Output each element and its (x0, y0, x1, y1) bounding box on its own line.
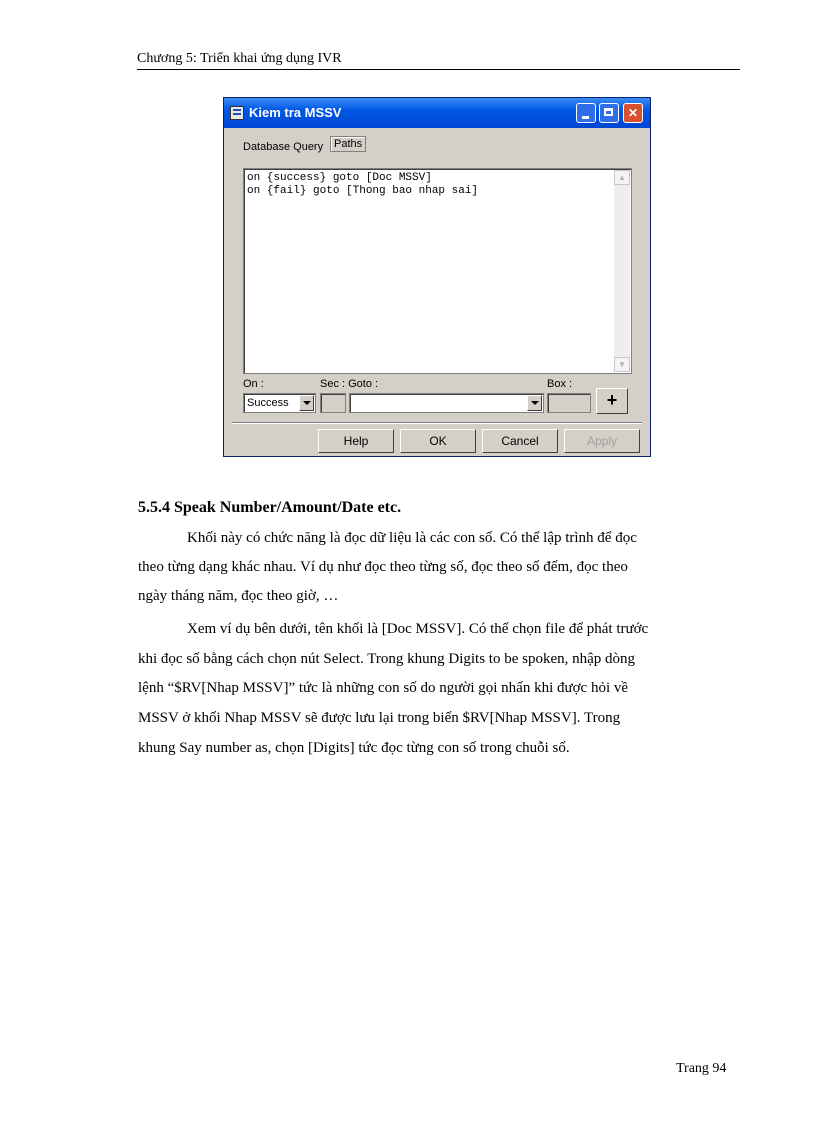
paragraph-line: ngày tháng năm, đọc theo giờ, … (138, 588, 339, 604)
maximize-icon[interactable] (599, 103, 619, 123)
paragraph-line: khung Say number as, chọn [Digits] tức đọc từng con số trong chuỗi số. (138, 740, 570, 756)
sec-field (320, 393, 346, 413)
minimize-icon[interactable] (576, 103, 596, 123)
chapter-title: Chương 5: Triển khai ứng dụng IVR (137, 51, 342, 66)
paragraph-line: Xem ví dụ bên dưới, tên khối là [Doc MSSV]. Có thể chọn file để phát trước (187, 621, 649, 637)
scroll-down-icon[interactable]: ▼ (614, 357, 630, 372)
paths-textarea[interactable] (243, 168, 632, 374)
vertical-scrollbar[interactable] (614, 170, 630, 372)
goto-select[interactable] (349, 393, 544, 413)
sec-goto-label: Sec : Goto : (320, 378, 379, 390)
dialog-title: Kiem tra MSSV (249, 105, 342, 120)
on-select[interactable] (243, 393, 316, 413)
chevron-down-icon[interactable] (527, 395, 542, 411)
divider (232, 422, 642, 424)
on-select-value: Success (247, 397, 289, 409)
tab-paths[interactable]: Paths (330, 136, 366, 152)
box-field (547, 393, 591, 413)
apply-button: Apply (564, 429, 640, 453)
chevron-down-icon[interactable] (299, 395, 314, 411)
ok-button[interactable]: OK (400, 429, 476, 453)
help-button[interactable]: Help (318, 429, 394, 453)
on-label: On : (243, 378, 264, 390)
paragraph-line: lệnh “$RV[Nhap MSSV]” tức là những con số do người gọi nhấn khi được hỏi về (138, 680, 629, 696)
paths-line-success: on {success} goto [Doc MSSV] (247, 172, 432, 184)
paragraph-line: theo từng dạng khác nhau. Ví dụ như đọc theo từng số, đọc theo số đếm, đọc theo (138, 559, 628, 575)
kiem-tra-mssv-dialog (223, 97, 651, 457)
box-label: Box : (547, 378, 573, 390)
section-heading: 5.5.4 Speak Number/Amount/Date etc. (138, 499, 402, 516)
close-icon[interactable]: ✕ (623, 103, 643, 123)
page-header (137, 51, 740, 70)
paragraph-line: khi đọc số bằng cách chọn nút Select. Trong khung Digits to be spoken, nhập dòng (138, 651, 636, 667)
page-number: Trang 94 (676, 1061, 727, 1076)
title-bar[interactable] (224, 98, 650, 128)
window-icon (230, 106, 244, 120)
add-path-button[interactable]: + (596, 388, 628, 414)
scroll-up-icon[interactable]: ▲ (614, 170, 630, 185)
paragraph-line: MSSV ở khối Nhap MSSV sẽ được lưu lại trong biến $RV[Nhap MSSV]. Trong (138, 710, 621, 726)
paragraph-line: Khối này có chức năng là đọc dữ liệu là các con số. Có thể lập trình để đọc (187, 530, 637, 546)
paths-line-fail: on {fail} goto [Thong bao nhap sai] (247, 185, 479, 197)
cancel-button[interactable]: Cancel (482, 429, 558, 453)
tab-database-query[interactable]: Database Query (243, 141, 324, 153)
